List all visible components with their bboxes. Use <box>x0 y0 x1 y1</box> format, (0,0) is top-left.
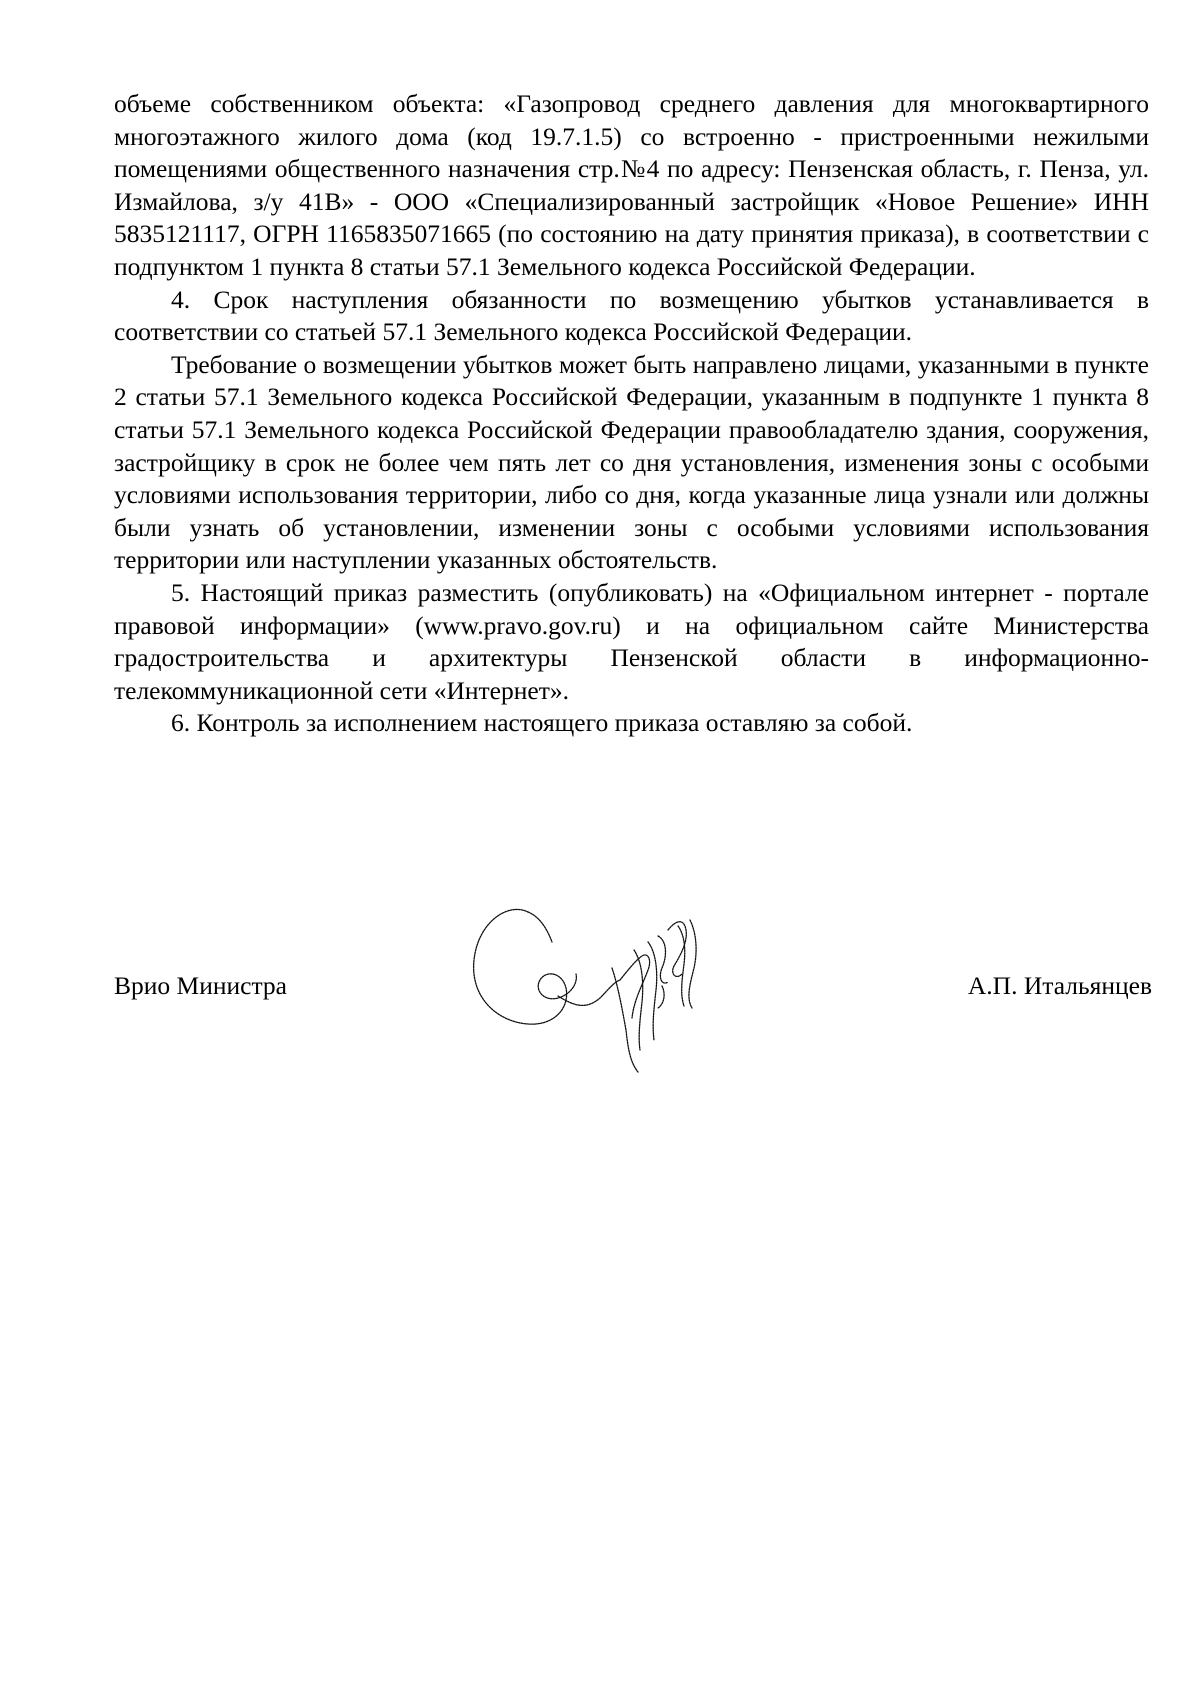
paragraph-item-4: 4. Срок наступления обязанности по возмещению убытков устанавливается в соответствии со статьей 57.1 Земельного кодекса Российской Федерации. <box>114 284 1149 347</box>
paragraph-compensation-requirement: Требование о возмещении убытков может быть направлено лицами, указанными в пункте 2 статьи 57.1 Земельного кодекса Российской Федерации, указанным в подпункте 1 пункта 8 статьи 57.1 Земельного кодекса Российской Федерации правообладателю здания, сооружения, застройщику в срок не более чем пять лет со дня установления, изменения зоны с особыми условиями использования территории, либо со дня, когда указанные лица узнали или должны были узнать об установлении, изменении зоны с особыми условиями использования территории или наступлении указанных обстоятельств. <box>114 349 1149 575</box>
paragraph-continuation: объеме собственником объекта: «Газопровод среднего давления для многоквартирного многоэтажного жилого дома (код 19.7.1.5) со встроенно - пристроенными нежилыми помещениями общественного назначения стр.№4 по адресу: Пензенская область, г. Пенза, ул. Измайлова, з/у 41В» - ООО «Специализированный застройщик «Новое Решение» ИНН 5835121117, ОГРН 1165835071665 (по состоянию на дату принятия приказа), в соответствии с подпунктом 1 пункта 8 статьи 57.1 Земельного кодекса Российской Федерации. <box>114 89 1149 281</box>
signatory-name: А.П. Итальянцев <box>967 971 1152 1000</box>
signatory-title: Врио Министра <box>114 971 287 1000</box>
paragraph-item-5: 5. Настоящий приказ разместить (опубликовать) на «Официальном интернет - портале правовой информации» (www.pravo.gov.ru) и на официальном сайте Министерства градостроительства и архитектуры Пензенской области в информационно-телекоммуникационной сети «Интернет». <box>114 577 1149 705</box>
paragraph-item-6: 6. Контроль за исполнением настоящего приказа оставляю за собой. <box>171 708 913 738</box>
handwritten-signature-icon <box>462 890 722 1080</box>
document-body <box>114 88 1149 740</box>
